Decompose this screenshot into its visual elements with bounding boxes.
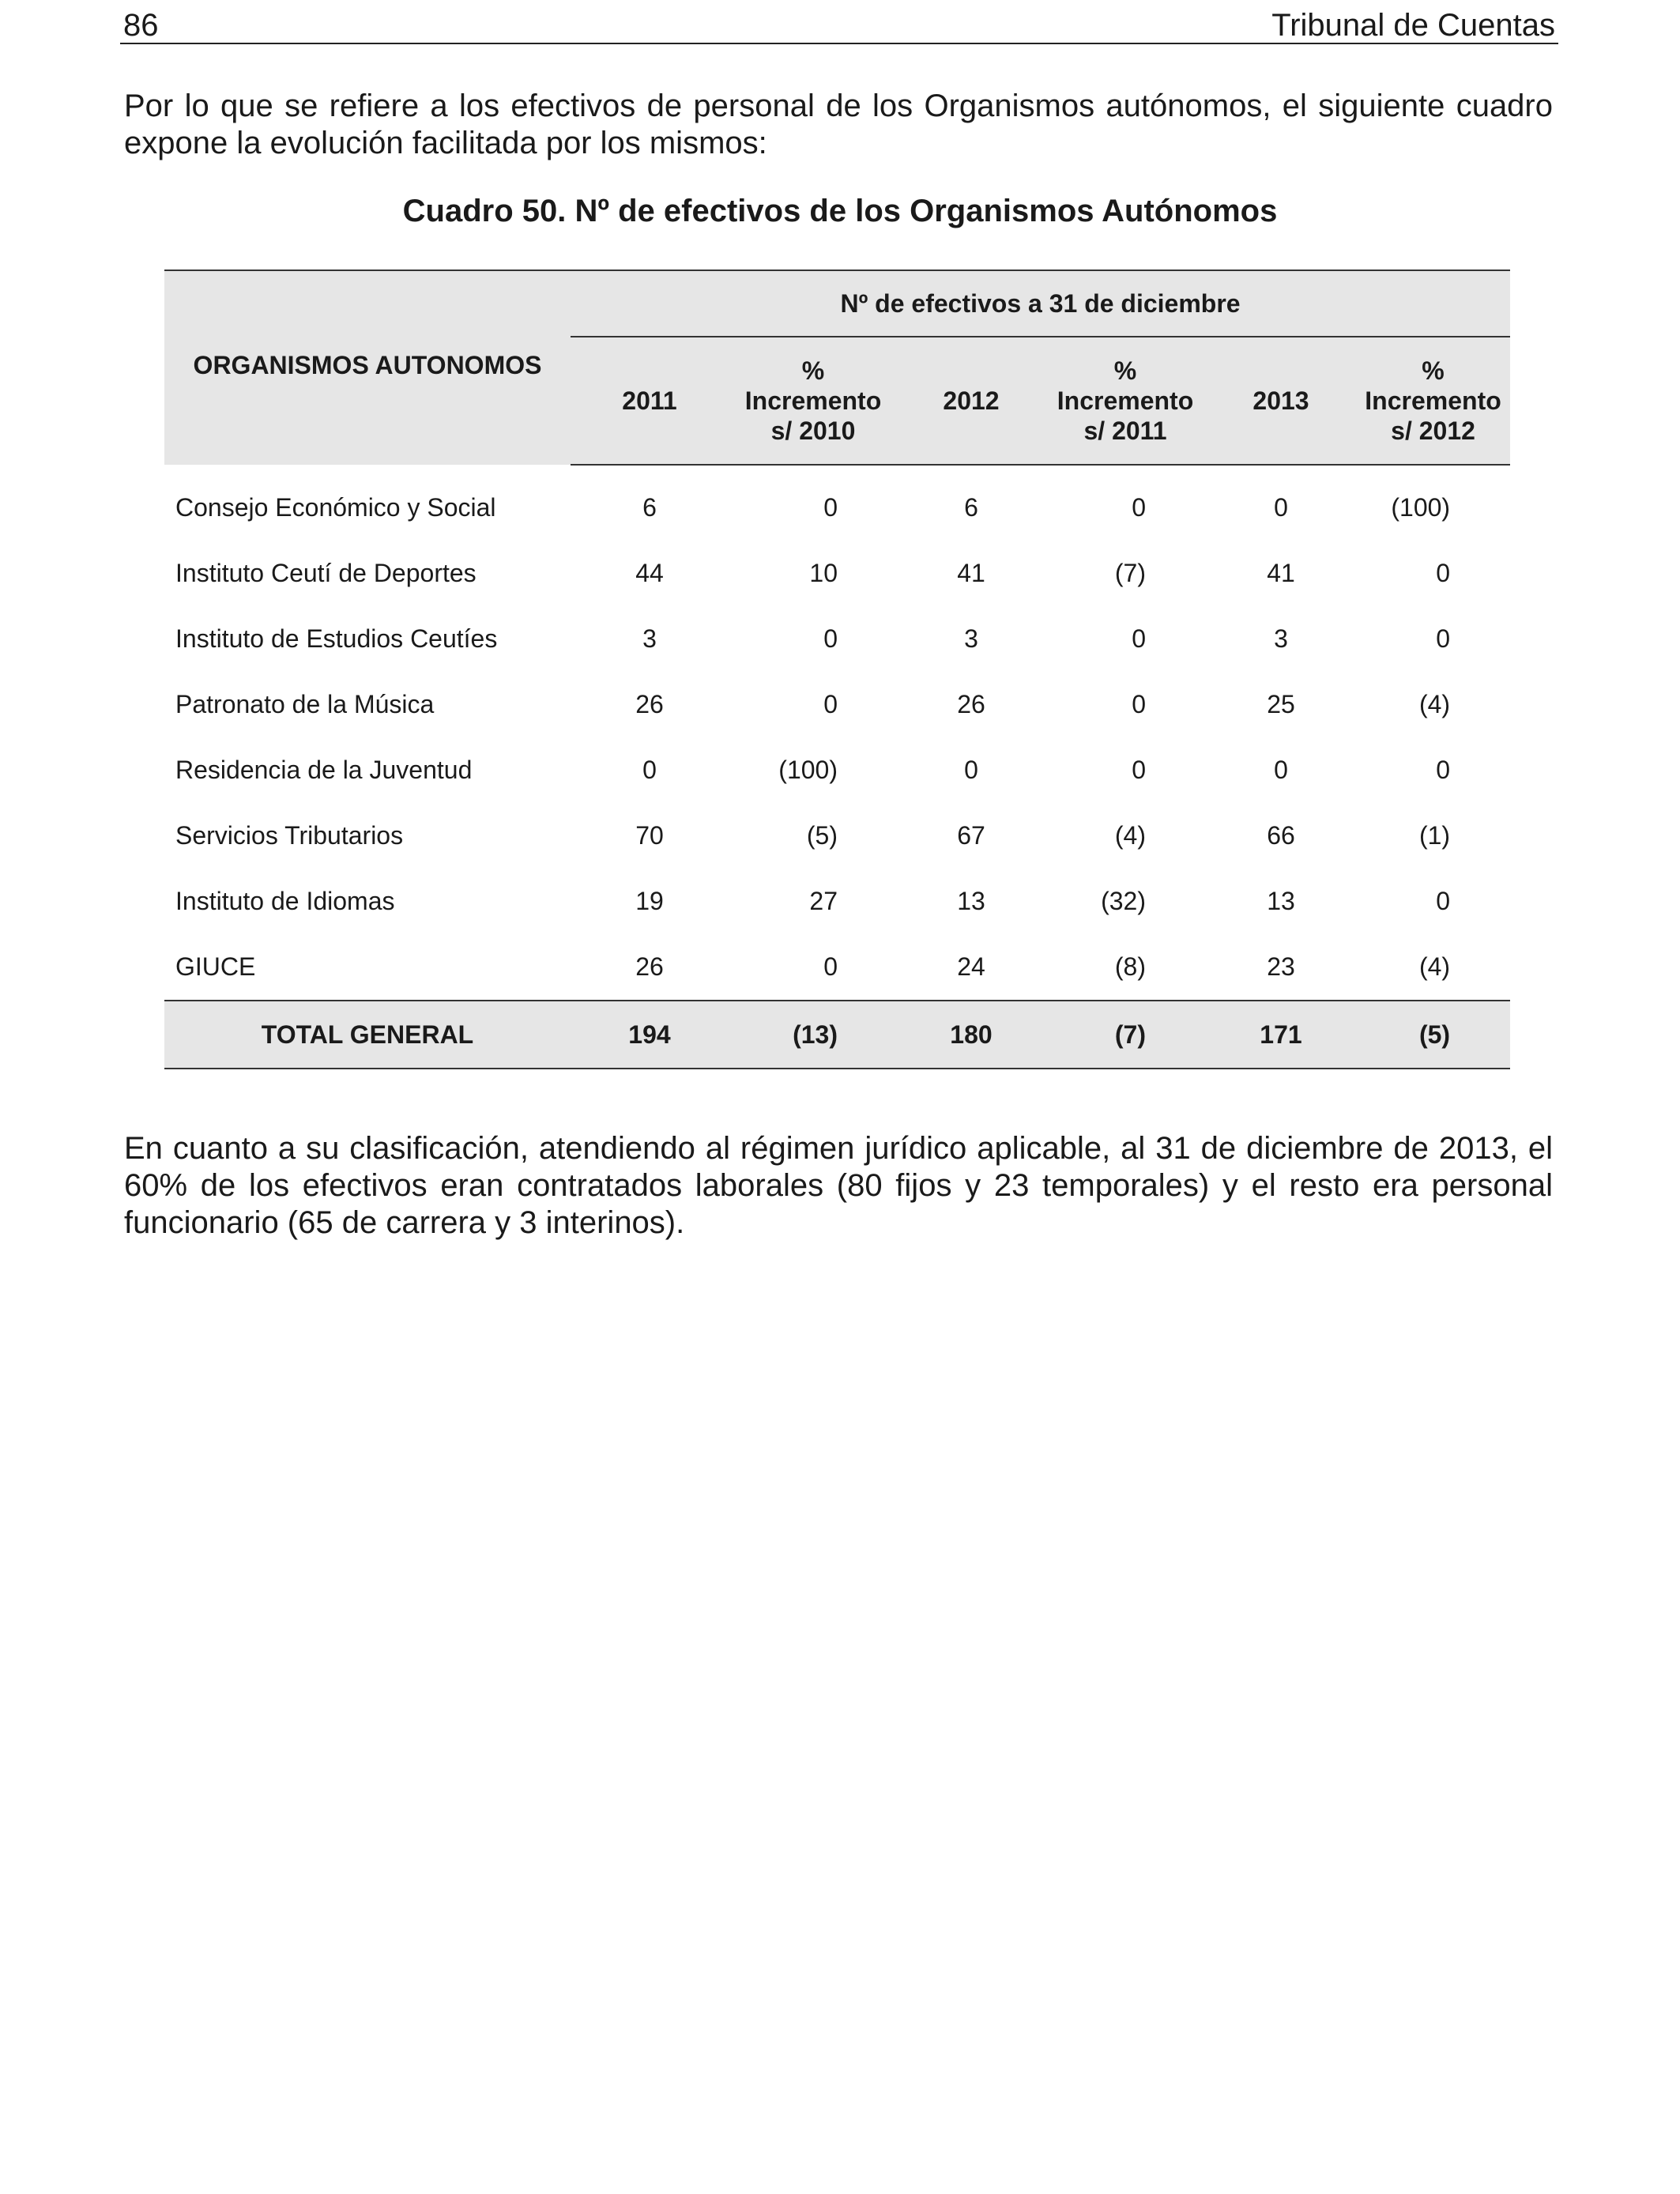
pct-vs-2012-cell: (1) [1418,821,1451,850]
column-header [1045,337,1206,465]
organismo-name-cell: Instituto de Idiomas [175,887,395,915]
column-header-line: Incremento [1365,386,1501,415]
value-2013-cell: 0 [1274,493,1288,522]
value-2012-cell: 41 [957,559,985,587]
pct-vs-2012-cell: (5) [1356,1001,1510,1069]
column-header [898,337,1045,465]
table-row [164,541,1510,606]
organismo-name-cell: Servicios Tributarios [175,821,404,850]
value-2013-cell: 66 [1267,821,1295,850]
pct-vs-2011-cell: (7) [1045,1001,1206,1069]
pct-vs-2010-cell: 0 [823,624,838,653]
pct-vs-2011-cell: (8) [1114,952,1146,981]
value-2011-cell: 26 [635,690,664,718]
column-header-line: 2012 [943,386,1000,415]
pct-vs-2012-cell: (100) [1391,493,1451,522]
value-2012-cell: 3 [964,624,978,653]
value-2012-cell: 180 [898,1001,1045,1069]
value-2013-cell: 25 [1267,690,1295,718]
organismo-name-cell: GIUCE [175,952,256,981]
pct-vs-2010-cell: (13) [729,1001,898,1069]
value-2011-cell: 70 [635,821,664,850]
pct-vs-2012-cell: 0 [1436,887,1451,915]
table-row [164,803,1510,869]
page-header [120,5,1558,44]
value-2012-cell: 0 [964,756,978,784]
organismo-name-cell: Instituto de Estudios Ceutíes [175,624,498,653]
column-header [729,337,898,465]
pct-vs-2011-cell: 0 [1132,756,1146,784]
value-2012-cell: 6 [964,493,978,522]
value-2013-cell: 3 [1274,624,1288,653]
column-header-line: % [801,356,825,385]
pct-vs-2010-cell: 0 [823,690,838,718]
column-header-line: % [1422,356,1445,385]
pct-vs-2012-cell: 0 [1436,559,1451,587]
pct-vs-2011-cell: (7) [1114,559,1146,587]
column-header-line: Incremento [744,386,882,415]
pct-vs-2012-cell: 0 [1436,624,1451,653]
column-header [1206,337,1356,465]
value-2011-cell: 44 [635,559,664,587]
organismo-name-cell: Consejo Económico y Social [175,492,496,522]
value-2012-cell: 67 [957,821,985,850]
pct-vs-2010-cell: (5) [806,821,838,850]
value-2012-cell: 24 [957,952,985,981]
value-2011-cell: 6 [642,493,657,522]
value-2011-cell: 19 [635,887,664,915]
column-header-line: s/ 2010 [770,417,856,445]
column-header-line: Incremento [1057,386,1194,415]
pct-vs-2010-cell: 0 [823,952,838,981]
pct-vs-2012-cell: 0 [1436,756,1451,784]
column-header-line: 2011 [622,386,677,415]
pct-vs-2012-cell: (4) [1418,952,1451,981]
value-2012-cell: 13 [957,887,985,915]
value-2013-cell: 0 [1274,756,1288,784]
table-row [164,737,1510,803]
organismo-name-cell: Residencia de la Juventud [175,756,473,784]
column-header-line: s/ 2012 [1391,417,1475,445]
value-2013-cell: 41 [1267,559,1295,587]
value-2011-cell: 3 [642,624,657,653]
table-row [164,934,1510,1001]
closing-paragraph: En cuanto a su clasificación, atendiendo al régimen jurídico aplicable, al 31 de diciembre de 2013, el 60% de los efectivos eran contratados laborales (80 fijos y 23 temporales) y el resto era personal funcionario (65 de carrera y 3 interinos). [124,1131,1553,1240]
value-2011-cell: 0 [642,756,657,784]
column-header [571,337,729,465]
value-2011-cell: 194 [571,1001,729,1069]
pct-vs-2010-cell: 0 [823,493,838,522]
intro-paragraph: Por lo que se refiere a los efectivos de personal de los Organismos autónomos, el siguiente cuadro expone la evolución facilitada por los mismos: [124,89,1553,160]
table-caption: Cuadro 50. Nº de efectivos de los Organismos Autónomos [402,194,1278,228]
value-2012-cell: 26 [957,690,985,718]
pct-vs-2011-cell: 0 [1132,624,1146,653]
table-row [164,672,1510,737]
value-2013-cell: 13 [1267,887,1295,915]
pct-vs-2011-cell: (4) [1114,821,1146,850]
staff-table [164,270,1510,1069]
group-column-header: Nº de efectivos a 31 de diciembre [571,270,1510,337]
column-header-line: 2013 [1252,386,1309,415]
organismo-name-cell: Instituto Ceutí de Deportes [175,559,477,587]
column-header-line: s/ 2011 [1083,417,1167,445]
pct-vs-2012-cell: (4) [1418,690,1451,718]
running-header-title: Tribunal de Cuentas [1271,8,1555,43]
column-header [1356,337,1510,465]
pct-vs-2010-cell: 10 [809,559,838,587]
organismo-name-cell: TOTAL GENERAL [164,1001,571,1069]
total-row [164,1001,1510,1069]
pct-vs-2011-cell: 0 [1132,493,1146,522]
organismo-name-cell: Patronato de la Música [175,690,435,718]
pct-vs-2010-cell: 27 [809,887,838,915]
value-2013-cell: 171 [1206,1001,1356,1069]
pct-vs-2010-cell: (100) [778,756,838,784]
value-2013-cell: 23 [1267,952,1295,981]
value-2011-cell: 26 [635,952,664,981]
table-row [164,606,1510,672]
pct-vs-2011-cell: (32) [1101,887,1146,915]
page-number: 86 [123,8,159,43]
table-row [164,465,1510,541]
organismos-column-header: ORGANISMOS AUTONOMOS [164,270,571,465]
table-row [164,869,1510,934]
column-header-line: % [1113,356,1137,385]
pct-vs-2011-cell: 0 [1132,690,1146,718]
